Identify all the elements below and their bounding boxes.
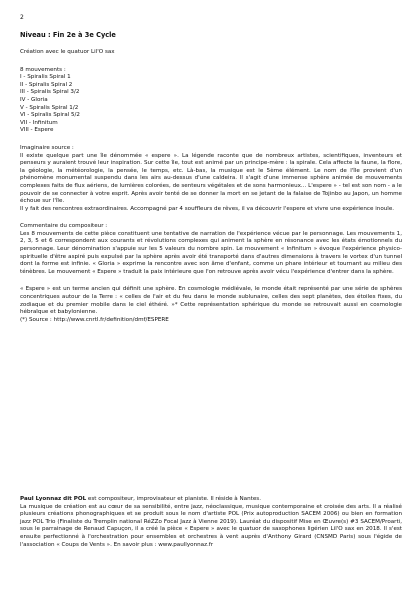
movement-item: I - Spiralis Spiral 1 — [20, 74, 71, 81]
commentary-title: Commentaire du compositeur : — [20, 223, 108, 230]
espere-paragraph: « Espere » est un terme ancien qui définit une sphère. En cosmologie médiévale, le monde était représenté par une série de sphères concentriques autour de la Terre : « celles de l'air et du feu dans le monde sublunaire, celles des sept planètes, des étoiles fixes, du zodiaque et du premier mobile dans le ciel éthéré. »* Cette représentation sphérique du monde se retrouvait aussi en cosmologie hébraïque et babylonienne. — [20, 286, 402, 316]
page-number: 2 — [20, 14, 24, 21]
source-note: (*) Source : http://www.cnrtl.fr/definition/dmf/ESPERE — [20, 316, 169, 323]
composer-bio — [20, 496, 402, 549]
bio-paragraph: La musique de création est au cœur de sa sensibilité, entre jazz, néoclassique, musique contemporaine et croisée des arts. Il a réalisé plusieurs créations phonographiques et se produit sous le nom d'artiste POL (Prix autoproduction SACEM 2006) ou bien en formation jazz POL Trio (Finaliste du Tremplin national RéZZo Focal Jazz à Vienne 2019). Lauréat du dispositif Mise en Œuvre(s) #3 SACEM/Proarti, sous le parrainage de Renaud Capuçon, il a créé la pièce « Espere » avec le quatuor de saxophones ligérien Lil'O sax en 2018. Il s'est ensuite perfectionné à l'orchestration pour ensembles et orchestres à vent auprès d'Anthony Girard (CNSMD Paris) sous l'égide de l'association « Coups de Vents ». En savoir plus : www.paullyonnaz.fr — [20, 503, 402, 548]
composer-name: Paul Lyonnaz dit POL — [20, 496, 87, 502]
movement-item: II - Spiralis Spiral 2 — [20, 81, 73, 88]
movement-item: V - Spiralis Spiral 1/2 — [20, 104, 79, 111]
movement-item: III - Spiralis Spiral 3/2 — [20, 89, 80, 96]
document-page — [20, 14, 402, 324]
espere-section — [20, 286, 402, 324]
movement-item: VII - Infinitum — [20, 119, 58, 126]
movement-item: VIII - Espere — [20, 127, 54, 134]
movements-title: 8 mouvements : — [20, 66, 66, 73]
imaginary-paragraph-2: Il y fait des rencontres extraordinaires. Accompagné par 4 souffleurs de rêves, il va découvrir l'espere et vivre une expérience inouïe. — [20, 205, 395, 212]
movement-item: VI - Spiralis Spiral 5/2 — [20, 112, 80, 119]
level-heading: Niveau : Fin 2e à 3e Cycle — [20, 31, 116, 39]
movement-item: IV - Gloria — [20, 96, 48, 103]
commentary-section — [20, 223, 402, 276]
imaginary-section — [20, 145, 402, 213]
bio-intro: est compositeur, improvisateur et pianiste. Il réside à Nantes. — [86, 496, 261, 502]
creation-line: Création avec le quatuor Lil'O sax — [20, 49, 115, 55]
commentary-paragraph: Les 8 mouvements de cette pièce constituent une tentative de narration de l'expérience vécue par le personnage. Les mouvements 1, 2, 3, 5 et 6 correspondent aux courants et révolutions complexes qui animent la sphère en résonance avec les états émotionnels du personnage. Leur dénomination s'appuie sur les 5 valeurs du nombre spin. Le mouvement « Infinitum » évoque l'expérience physico-spirituelle d'être aspiré puis expulsé par la sphère après avoir été transporté dans d'autres dimensions à travers le vortex d'un tunnel dont la forme est infinie. « Gloria » exprime la rencontre avec son âme d'enfant, comme un phare intérieur et tournant au milieu des ténèbres. Le mouvement « Espere » traduit la paix intérieure que l'on retrouve après avoir vécu l'expérience d'entrer dans la sphère. — [20, 230, 402, 275]
imaginary-title: Imaginaire source : — [20, 144, 74, 151]
movements-section — [20, 67, 402, 135]
imaginary-paragraph: Il existe quelque part une île dénommée « espere ». La légende raconte que de nombreux artistes, scientifiques, inventeurs et penseurs y auraient trouvé leur inspiration. Sur cette île, tout est animé par un principe-mère : la spirale. Cela affecte la faune, la flore, la géologie, la météorologie, la pensée, le temps, etc. Là-bas, la musique est le 5ème élément. Le nom de l'île provient d'un phénomène monumental suspendu dans les airs au-dessus d'une caldeira. Il s'agit d'une immense sphère animée de mouvements complexes faits de flux aériens, de lumières colorées, de senteurs végétales et de sons harmonieux... L'espere » - tel est son nom - a le pouvoir de se connecter à votre esprit. Après avoir tenté de se donner la mort en se jetant de la falaise de Tojinbo au Japon, un homme échoue sur l'île. — [20, 152, 402, 205]
